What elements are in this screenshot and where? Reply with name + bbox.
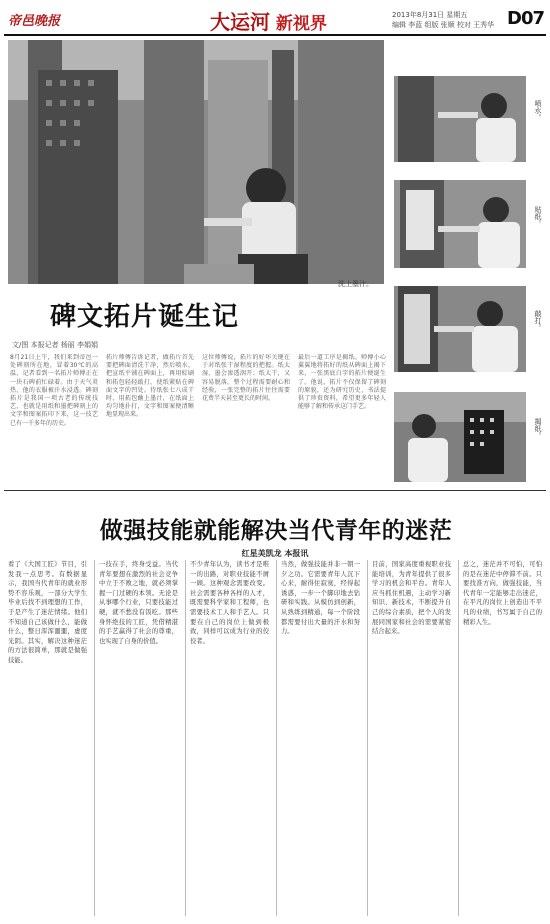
article2-column: 不少青年认为，读书才是唯一的出路，对职业技能不屑一顾。这种观念需要改变。社会需要各种各样的人才，既需要科学家和工程师，也需要技术工人和手艺人。只要在自己的岗位上做到极致，同样可以成为行业的佼佼者。	[185, 560, 269, 916]
article1-body	[10, 354, 386, 486]
main-photo	[8, 40, 384, 284]
paper-name: 帝邑晚报	[8, 14, 61, 29]
article2-byline: 红星美凯龙 本报讯	[241, 549, 309, 558]
article2-column: 目前，国家高度重视职业技能培训，为青年提供了很多学习的机会和平台。青年人应当抓住机遇，主动学习新知识、新技术，不断提升自己的综合素质，把个人的发展同国家和社会的需要紧密结合起来。	[367, 560, 451, 916]
side-caption-1: 喷水。	[534, 100, 542, 121]
article1-title: 碑文拓片诞生记	[50, 302, 240, 332]
article2-body	[8, 560, 542, 916]
page-header	[4, 6, 546, 32]
article2-title: 做强技能就能解决当代青年的迷茫	[99, 517, 453, 544]
side-photo-tapping	[394, 286, 526, 372]
peeling-paper-photo	[394, 392, 526, 482]
header-rule	[4, 34, 546, 36]
tapping-photo	[394, 286, 526, 372]
section-divider	[4, 490, 546, 491]
article1-column: 这位师傅说，拓片的好坏关键在于对纸张干湿程度的把握。纸太湿，墨会渗透洇开；纸太干，又容易脱落。整个过程需要耐心和经验，一张完整的拓片往往需要花费半天甚至更长的时间。	[202, 354, 290, 403]
column-masthead	[210, 6, 327, 35]
article2-column: 总之，迷茫并不可怕，可怕的是在迷茫中停滞不前。只要找准方向，做强技能，当代青年一定能够走出迷茫，在平凡的岗位上创造出不平凡的业绩，书写属于自己的精彩人生。	[458, 560, 542, 916]
staff-credits: 编辑 李蓝 组版 张顺 校对 王秀华	[392, 21, 495, 29]
column-title: 新视界	[275, 14, 327, 34]
article1-byline: 文/图 本报记者 杨丽 李娟娟	[12, 341, 99, 349]
article2-column: 看了《大国工匠》节目，引发我一点思考。有数据显示，我国当代青年的就业形势不容乐观，一部分大学生毕业后找不到理想的工作，于是产生了迷茫情绪。他们不知道自己该做什么，能做什么，整日浑浑噩噩，虚度光阴。其实，解决这种迷茫的方法很简单，那就是做强技能。	[8, 561, 87, 664]
sticking-paper-photo	[394, 180, 526, 268]
side-photo-spraying	[394, 76, 526, 162]
article2-column: 当然，做强技能并非一朝一夕之功。它需要青年人沉下心来，耐得住寂寞，经得起诱惑，一步一个脚印地去钻研和实践。从模仿到创新，从熟练到精通，每一个阶段都需要付出大量的汗水和努力。	[276, 560, 360, 916]
page-number: D07	[507, 8, 544, 29]
stele-rubbing-photo	[8, 40, 384, 284]
article1-column: 最后一道工序是揭纸。师傅小心翼翼地将拓好的纸从碑面上揭下来，一张黑底白字的拓片便诞生了。他说，拓片不仅保留了碑刻的原貌，还为研究历史、书法提供了珍贵资料，希望更多年轻人能够了解和传承这门手艺。	[298, 354, 386, 411]
side-photo-peeling	[394, 392, 526, 482]
column-brand: 大运河	[210, 10, 270, 34]
issue-date: 2013年8月31日 星期五	[392, 11, 468, 19]
article2-column: 一技在手，终身受益。当代青年要想在激烈的社会竞争中立于不败之地，就必须掌握一门过硬的本领。无论是从事哪个行业，只要技能过硬，就不愁没有饭吃。那些身怀绝技的工匠，凭借精湛的手艺赢得了社会的尊重，也实现了自身的价值。	[94, 560, 178, 916]
side-caption-3: 敲打。	[534, 310, 542, 331]
spraying-water-photo	[394, 76, 526, 162]
side-photo-paper	[394, 180, 526, 268]
article1-column: 拓片师傅告诉记者，做拓片首先要把碑面清洗干净，然后喷水，把宣纸平铺在碑面上，再用棕刷和拓包轻轻敲打，使纸紧贴在碑面文字的凹处。待纸张七八成干时，用拓包蘸上墨汁，在纸面上均匀地扑打，文字和图案便清晰地显现出来。	[106, 354, 194, 419]
side-caption-4: 揭纸。	[534, 418, 542, 439]
article1-column: 8月21日上午，我们来到帝邑一处碑刻所在地，冒着30℃的高温，记者看到一名拓片师傅正在一块石碑前忙碌着。由于天气炎热，他的衣服被汗水浸透。碑刻拓片是我国一项古老的传统技艺，也就是用纸和墨把碑刻上的文字和图案拓印下来，这一技艺已有一千多年的历史。	[10, 354, 98, 427]
side-caption-2: 贴纸。	[534, 206, 542, 227]
main-photo-caption: 洗上墨汁。	[338, 280, 373, 288]
